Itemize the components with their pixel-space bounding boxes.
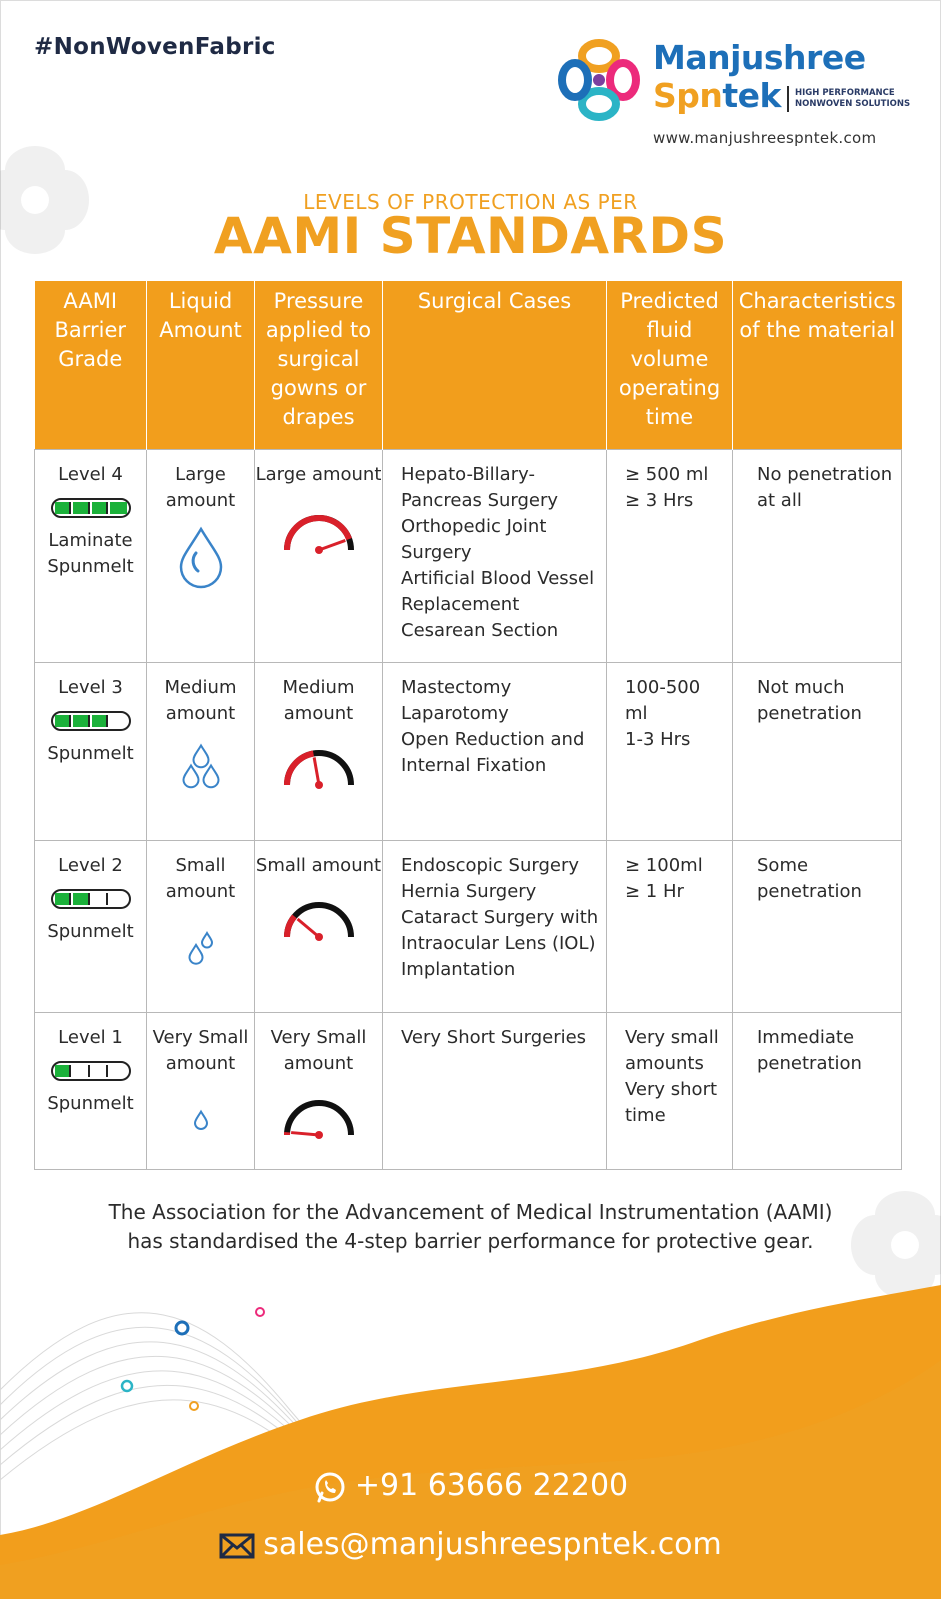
surgical-case: Open Reduction and Internal Fixation [401,728,585,776]
material-label: Spunmelt [47,1092,134,1114]
gauge-wrap [255,1095,382,1141]
cell-pressure [255,840,383,1012]
volume-line: ≥ 100ml [625,854,703,876]
brand-divider [787,86,789,112]
mail-icon [219,1533,255,1559]
liquid-amount-text: Very Small amount [152,1026,249,1074]
gauge-needle [297,919,318,937]
barrier-segment [55,1065,72,1077]
gauge-wrap [255,510,382,556]
pressure-gauge-icon [281,510,357,556]
brand-logo-mark-icon [555,36,643,124]
brand-name-line2 [653,76,781,115]
level-label: Level 4 [58,463,123,485]
pressure-text: Large amount [255,463,382,485]
header-pressure: Pressure applied to surgical gowns or drapes [255,281,383,449]
water-drop-icon [166,913,236,983]
table-row [35,449,902,662]
surgical-case: Hepato-Billary-Pancreas Surgery [401,463,559,511]
gauge-level-arc [287,518,349,550]
whatsapp-icon [313,1470,347,1504]
barrier-segment [110,502,127,514]
cell-barrier-grade [35,449,147,662]
surgical-case: Hernia Surgery [401,880,537,902]
footer-note [0,1198,941,1256]
drop-shape [195,1111,207,1128]
level-label: Level 1 [58,1026,123,1048]
material-label: Spunmelt [47,920,134,942]
material-label: Spunmelt [47,742,134,764]
surgical-case: Cesarean Section [401,619,559,641]
material-label: Laminate Spunmelt [47,529,134,577]
table-row [35,662,902,840]
contact-email-address: sales@manjushreespntek.com [263,1527,722,1562]
barrier-segment [110,1065,127,1077]
brand-tagline-line2: NONWOVEN SOLUTIONS [795,99,911,109]
characteristics-text: No penetration at all [757,463,893,511]
volume-line: ≥ 3 Hrs [625,489,694,511]
barrier-level-indicator [51,711,131,731]
pressure-text: Very Small amount [270,1026,367,1074]
barrier-level-indicator [51,1061,131,1081]
cell-characteristics [733,449,902,662]
gauge-level-arc [287,753,313,785]
cell-liquid-amount [147,840,255,1012]
gauge-arc [287,905,351,937]
cell-fluid-volume [607,662,733,840]
hashtag: #NonWovenFabric [34,34,276,60]
liquid-amount-text: Small amount [165,854,236,902]
table-row [35,1012,902,1169]
volume-line: ≥ 500 ml [625,463,709,485]
header-surgical-cases: Surgical Cases [383,281,607,449]
pressure-text: Medium amount [282,676,355,724]
drop-shape [193,745,208,767]
liquid-amount-text: Large amount [165,463,236,511]
gauge-hub [315,1131,323,1139]
cell-fluid-volume [607,840,733,1012]
pressure-gauge-icon [281,897,357,943]
contact-phone[interactable] [0,1468,941,1504]
brand-name-spn: Spn [653,76,723,115]
gauge-needle [314,757,319,785]
gauge-arc [287,1103,351,1135]
brand-logo [555,36,915,126]
drop-shape [203,765,218,787]
brand-name-tek: tek [722,76,781,115]
gauge-needle [291,1132,319,1134]
volume-line: Very small amounts [625,1026,719,1074]
barrier-segment [55,502,72,514]
barrier-segment [92,1065,109,1077]
drop-shape [181,529,221,587]
barrier-segment [110,715,127,727]
heading-subtitle: LEVELS OF PROTECTION AS PER [303,190,638,214]
barrier-segment [92,502,109,514]
level-label: Level 3 [58,676,123,698]
cell-surgical-cases [383,1012,607,1169]
gauge-hub [315,546,323,554]
pressure-gauge-icon [281,745,357,791]
table-body [35,449,902,1169]
footer-note-line1: The Association for the Advancement of Medical Instrumentation (AAMI) [108,1200,833,1224]
brand-tagline [795,88,910,110]
barrier-segment [92,715,109,727]
characteristics-text: Not much penetration [757,676,862,724]
water-drop-icon [166,735,236,805]
gauge-hub [315,933,323,941]
gauge-hub [315,781,323,789]
gauge-wrap [255,745,382,791]
pressure-gauge-icon [281,1095,357,1141]
contact-email[interactable] [0,1527,941,1562]
barrier-segment [73,502,90,514]
contact-phone-number: +91 63666 22200 [354,1468,629,1503]
barrier-level-indicator [51,889,131,909]
level-label: Level 2 [58,854,123,876]
surgical-case: Very Short Surgeries [401,1026,587,1048]
surgical-case: Endoscopic Surgery [401,854,580,876]
cell-surgical-cases [383,449,607,662]
drop-shape [183,765,198,787]
cell-liquid-amount [147,1012,255,1169]
cell-fluid-volume [607,449,733,662]
surgical-case: Orthopedic Joint Surgery [401,515,547,563]
cell-fluid-volume [607,1012,733,1169]
volume-line: 100-500 ml [625,676,701,724]
surgical-case: Laparotomy [401,702,509,724]
brand-name-line1: Manjushree [653,38,866,77]
cell-barrier-grade [35,662,147,840]
surgical-case: Artificial Blood Vessel Replacement [401,567,595,615]
cell-characteristics [733,840,902,1012]
barrier-level-indicator [51,498,131,518]
header-characteristics: Characteristics of the material [733,281,902,449]
characteristics-text: Immediate penetration [757,1026,862,1074]
barrier-segment [110,893,127,905]
gauge-arc [287,518,351,550]
barrier-segment [92,893,109,905]
liquid-amount-text: Medium amount [164,676,237,724]
website-url[interactable]: www.manjushreespntek.com [653,129,877,147]
drop-shape [202,933,212,948]
volume-line: 1-3 Hrs [625,728,691,750]
gauge-wrap [255,897,382,943]
barrier-segment [73,1065,90,1077]
cell-pressure [255,1012,383,1169]
gauge-level-arc [287,916,294,937]
drop-shape [189,944,202,963]
cell-characteristics [733,662,902,840]
gauge-needle [319,540,345,550]
cell-pressure [255,449,383,662]
barrier-segment [73,715,90,727]
cell-barrier-grade [35,840,147,1012]
table-row [35,840,902,1012]
table-header-row [35,281,902,449]
surgical-case: Cataract Surgery with Intraocular Lens (IOL) Implantation [401,906,599,980]
water-drop-icon [166,522,236,592]
barrier-segment [55,893,72,905]
heading-title: AAMI STANDARDS [213,207,728,265]
brand-tagline-line1: HIGH PERFORMANCE [795,88,895,98]
header-fluid-volume: Predicted fluid volume operating time [607,281,733,449]
pressure-text: Small amount [255,854,382,876]
surgical-case: Mastectomy [401,676,512,698]
cell-surgical-cases [383,662,607,840]
cell-surgical-cases [383,840,607,1012]
volume-line: Very short time [625,1078,718,1126]
aami-levels-table [34,281,902,1170]
barrier-segment [73,893,90,905]
water-drop-icon [166,1085,236,1155]
cell-liquid-amount [147,449,255,662]
header-liquid-amount: Liquid Amount [147,281,255,449]
header-barrier-grade: AAMI Barrier Grade [35,281,147,449]
drop-highlight [193,553,198,571]
barrier-segment [55,715,72,727]
cell-characteristics [733,1012,902,1169]
characteristics-text: Some penetration [757,854,862,902]
volume-line: ≥ 1 Hr [625,880,684,902]
cell-liquid-amount [147,662,255,840]
cell-barrier-grade [35,1012,147,1169]
footer-note-line2: has standardised the 4-step barrier performance for protective gear. [127,1229,814,1253]
cell-pressure [255,662,383,840]
